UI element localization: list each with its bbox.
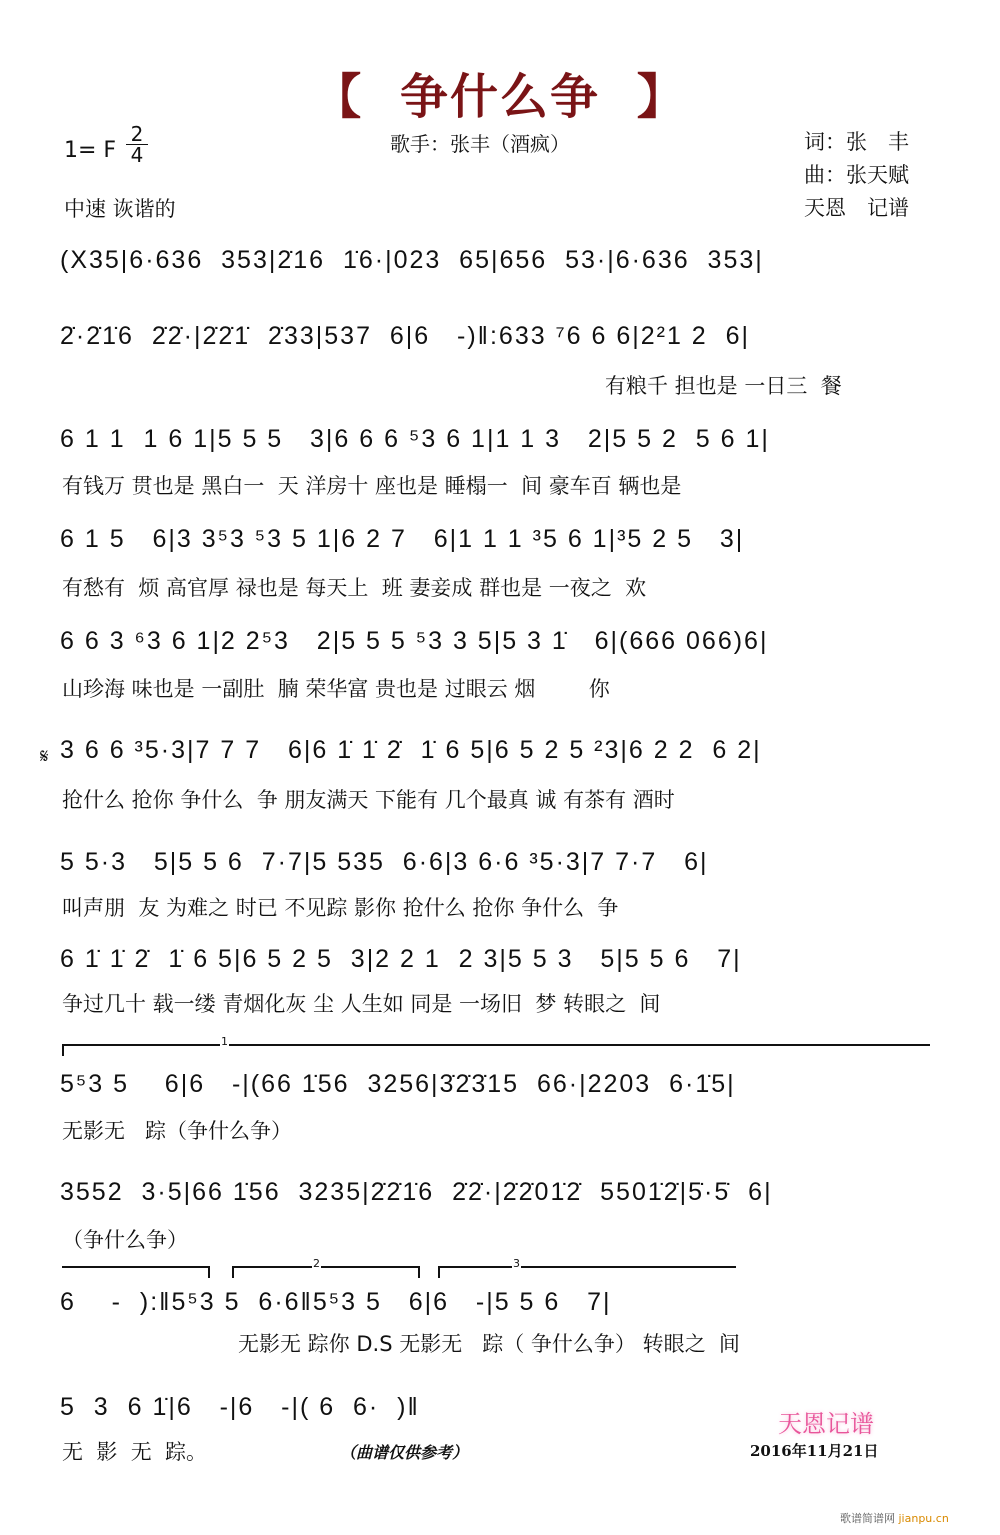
title-bracket-close: 】 (636, 69, 687, 125)
lyrics-row-5: 山珍海 味也是 一副肚 腩 荣华富 贵也是 过眼云 烟 你 (62, 677, 610, 701)
watermark-site-name: 歌谱简谱网 (840, 1512, 895, 1525)
score-row-3 (60, 425, 930, 463)
score-row-10 (60, 1178, 930, 1216)
volta-bracket-1 (62, 1035, 930, 1056)
lyrics-row-4: 有愁有 烦 高官厚 禄也是 每天上 班 妻妾成 群也是 一夜之 欢 (62, 576, 647, 600)
notation: (X35|6·636 353|2̇16 1̇6·|023 65|656 53·|6·636 353| (60, 246, 764, 274)
transcriber: 天恩 记谱 (804, 196, 909, 220)
score-row-2 (60, 322, 930, 360)
volta-label: 2 (313, 1257, 320, 1270)
song-title (0, 58, 1000, 127)
lyrics-row-11: 无影无 踪你 D.S 无影无 踪（ 争什么争） 转眼之 间 (238, 1332, 740, 1356)
credits (804, 126, 909, 225)
singer-label: 歌手：张丰（酒疯） (390, 132, 570, 156)
notation: 6 1 1 1 6 1|5 5 5 3|6 6 6 ⁵3 6 1|1 1 3 2|5 5 2 5 6 1| (60, 425, 770, 453)
notation: 5 5·3 5|5 5 6 7·7|5 535 6·6|3 6·6 ³5·3|7 7·7 6| (60, 848, 709, 876)
score-row-6 (60, 736, 930, 774)
lyrics-row-10: （争什么争） (62, 1228, 188, 1252)
notation: 6 1 5 6|3 3⁵3 ⁵3 5 1|6 2 7 6|1 1 1 ³5 6 1|³5 2 5 3| (60, 525, 745, 553)
transcriber-seal: 天恩记谱 (778, 1410, 874, 1438)
date-label: 2016年11月21日 (750, 1442, 879, 1460)
notation: 6 1̇ 1̇ 2̇ 1̇ 6 5|6 5 2 5 3|2 2 1 2 3|5 5 3 5|5 5 6 7| (60, 945, 742, 973)
lyrics-row-8: 争过几十 载一缕 青烟化灰 尘 人生如 同是 一场旧 梦 转眼之 间 (62, 992, 661, 1016)
tempo-marking: 中速 诙谐的 (64, 197, 176, 221)
score-row-7 (60, 848, 930, 886)
lyrics-row-6: 抢什么 抢你 争什么 争 朋友满天 下能有 几个最真 诚 有茶有 酒时 (62, 788, 675, 812)
volta-label: 1 (221, 1035, 228, 1048)
lyrics-row-9: 无影无 踪（争什么争） (62, 1119, 293, 1143)
score-row-11 (60, 1288, 930, 1326)
notation: 6 6 3 ⁶3 6 1|2 2⁵3 2|5 5 5 ⁵3 3 5|5 3 1̇ 6|(666 066)6| (60, 627, 769, 655)
key-signature: 1= F (64, 138, 117, 163)
composer: 曲：张天赋 (804, 163, 909, 187)
time-signature-bottom: 4 (130, 143, 144, 167)
time-signature (126, 124, 148, 165)
notation: 5 3 6 1̇|6 -|6 -|( 6 6· )‖ (60, 1393, 420, 1421)
score-row-4 (60, 525, 930, 563)
lyrics-row-3: 有钱万 贯也是 黑白一 天 洋房十 座也是 睡榻一 间 豪车百 辆也是 (62, 474, 682, 498)
notation: 6 - ):‖5⁵3 5 6·6‖5⁵3 5 6|6 -|5 5 6 7| (60, 1288, 612, 1316)
lyrics-row-7: 叫声朋 友 为难之 时已 不见踪 影你 抢什么 抢你 争什么 争 (62, 896, 619, 920)
score-row-5 (60, 627, 930, 665)
notation: 2̇·2̇1̇6 2̇2̇·|2̇2̇1̇ 2̇33|537 6|6 -)‖:633 ⁷6 6 6|2²1 2 6| (60, 322, 751, 350)
title-bracket-open: 【 (313, 69, 364, 125)
segno-sign: 𝄋 (40, 744, 49, 768)
time-signature-top: 2 (126, 124, 148, 145)
volta-label: 3 (513, 1257, 520, 1270)
lyrics-row-2: 有粮千 担也是 一日三 餐 (605, 374, 842, 398)
volta-bracket-3 (438, 1257, 736, 1278)
score-row-9 (60, 1070, 930, 1108)
title-text: 争什么争 (399, 69, 600, 125)
watermark-url: jianpu.cn (898, 1512, 949, 1525)
score-row-1 (60, 246, 930, 284)
lyricist: 词：张 丰 (804, 130, 909, 154)
score-row-8 (60, 945, 930, 983)
volta-bracket-2 (232, 1257, 420, 1278)
lyrics-row-12: 无 影 无 踪。 (62, 1440, 208, 1464)
notation: 3552 3·5|66 1̇56 3235|2̇2̇1̇6 2̇2̇·|2̇2̇01̇2̇ 5501̇2̇|5̇·5̇ 6| (60, 1178, 773, 1206)
watermark (840, 1510, 949, 1526)
notation: 3 6 6 ³5·3|7 7 7 6|6 1̇ 1̇ 2̇ 1̇ 6 5|6 5 2 5 ²3|6 2 2 6 2| (60, 736, 762, 764)
volta-bracket-1-end (62, 1266, 210, 1278)
reference-note: （曲谱仅供参考） (340, 1443, 469, 1462)
notation: 5⁵3 5 6|6 -|(66 1̇56 3256|3̇2̇3̇15 66·|2203 6·1̇5| (60, 1070, 736, 1098)
